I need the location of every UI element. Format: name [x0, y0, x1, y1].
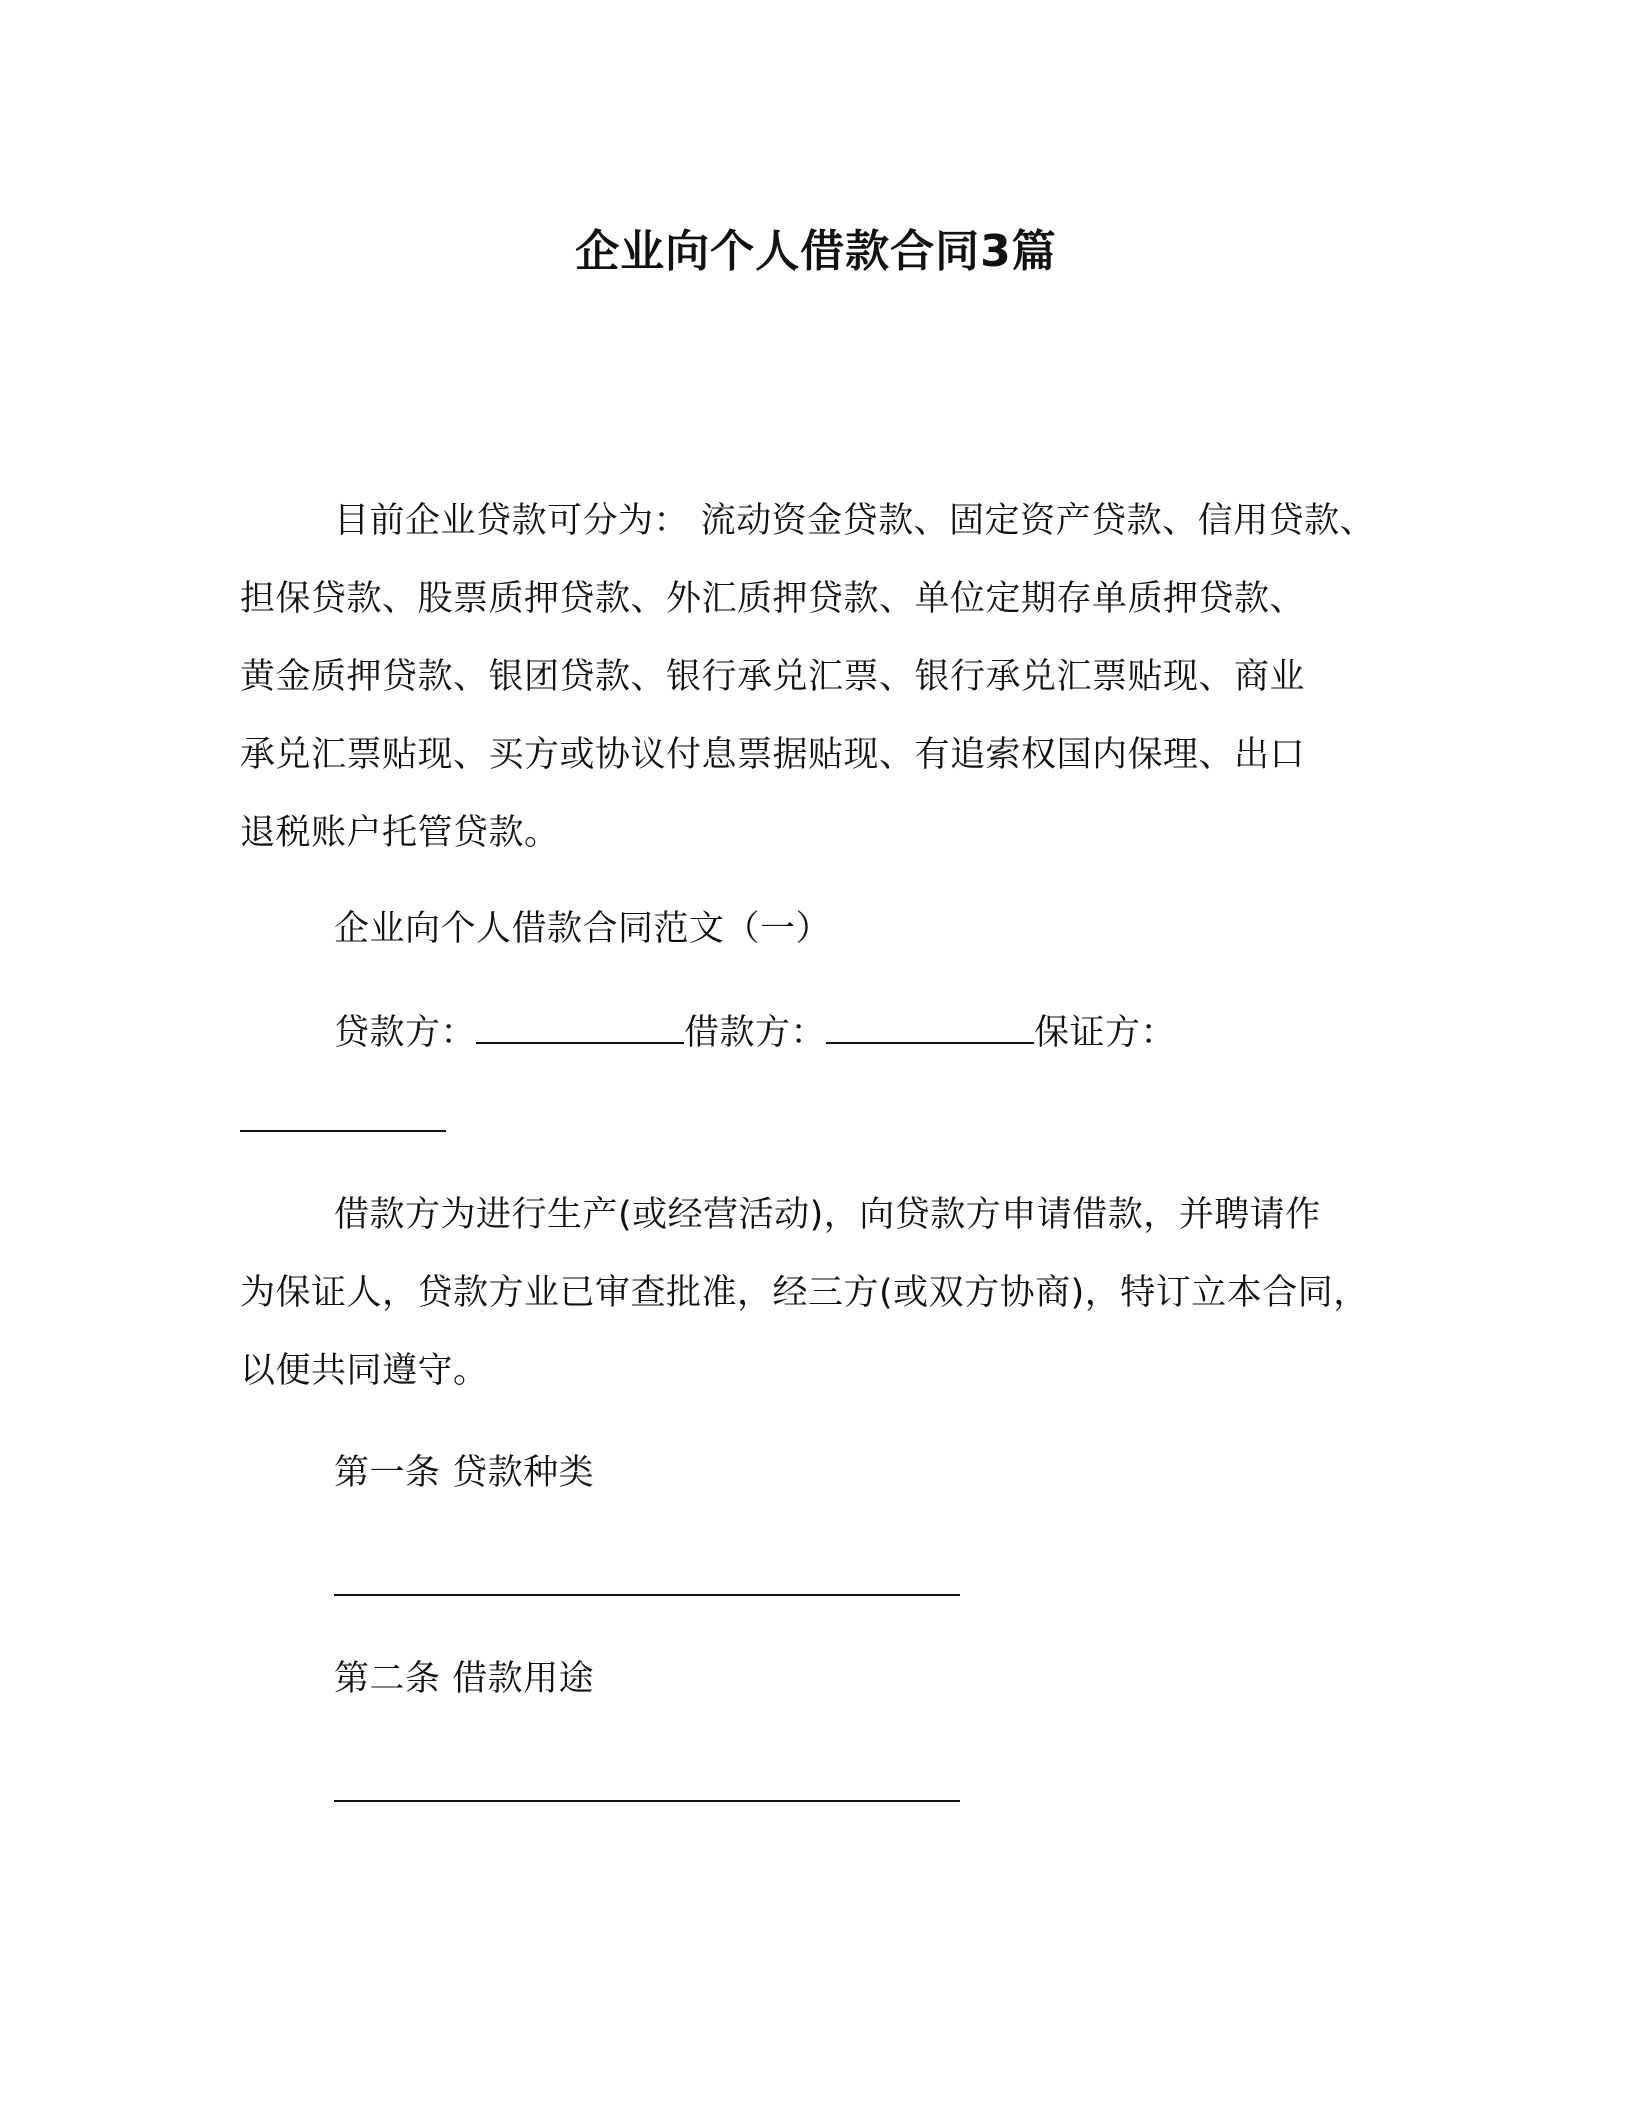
guarantor-label: 保证方：	[1034, 1013, 1177, 1053]
document-title: 企业向个人借款合同3篇	[575, 226, 1057, 277]
preamble-paragraph	[240, 1176, 1410, 1410]
borrower-blank[interactable]	[826, 1012, 1034, 1044]
lender-blank[interactable]	[476, 1012, 684, 1044]
article-1-blank[interactable]	[334, 1594, 960, 1596]
preamble-line: 以便共同遵守。	[240, 1351, 489, 1391]
borrower-label: 借款方：	[684, 1013, 827, 1053]
lender-label: 贷款方：	[334, 1013, 477, 1053]
section-heading: 企业向个人借款合同范文（一）	[334, 909, 832, 949]
preamble-line: 为保证人，贷款方业已审查批准，经三方(或双方协商)，特订立本合同，	[240, 1273, 1369, 1313]
intro-line: 退税账户托管贷款。	[240, 813, 560, 853]
preamble-line: 借款方为进行生产(或经营活动)，向贷款方申请借款，并聘请作	[334, 1195, 1321, 1235]
intro-line: 承兑汇票贴现、买方或协议付息票据贴现、有追索权国内保理、出口	[240, 735, 1306, 775]
article-1-heading: 第一条 贷款种类	[334, 1453, 595, 1493]
article-2-blank[interactable]	[334, 1800, 960, 1802]
article-2-heading: 第二条 借款用途	[334, 1659, 595, 1699]
intro-line: 目前企业贷款可分为： 流动资金贷款、固定资产贷款、信用贷款、	[334, 501, 1376, 541]
intro-line: 黄金质押贷款、银团贷款、银行承兑汇票、银行承兑汇票贴现、商业	[240, 657, 1306, 697]
intro-paragraph	[240, 482, 1410, 872]
intro-line: 担保贷款、股票质押贷款、外汇质押贷款、单位定期存单质押贷款、	[240, 579, 1306, 619]
guarantor-blank[interactable]	[240, 1130, 446, 1132]
parties-line	[334, 1008, 1176, 1058]
